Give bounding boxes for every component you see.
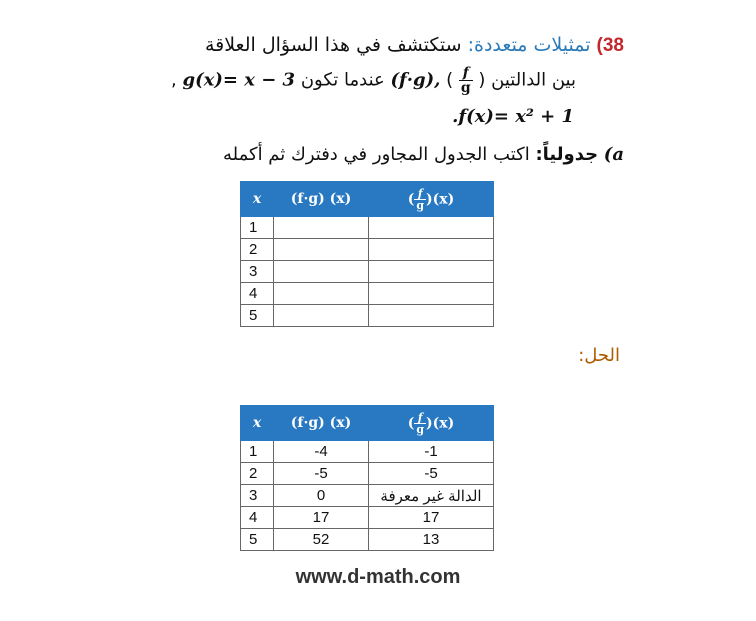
- question-line-3: [452, 106, 574, 127]
- table-row: [241, 239, 494, 261]
- part-a-instruction: [223, 144, 624, 165]
- question-line-1: [205, 34, 624, 57]
- header-x: x: [241, 182, 274, 217]
- cell-product: 0: [274, 485, 369, 507]
- table-row: [241, 441, 494, 463]
- cell-quotient: -1: [369, 441, 494, 463]
- header-product: (f·g) (x): [274, 406, 369, 441]
- question-topic: تمثيلات متعددة:: [467, 34, 591, 56]
- cell-product: 17: [274, 507, 369, 529]
- part-a-label: a): [603, 144, 624, 165]
- cell-x: 2: [241, 239, 274, 261]
- website-watermark: www.d-math.com: [295, 566, 461, 588]
- header-quotient: ( $\frac{f}{g}$ )(x): [369, 406, 494, 441]
- cell-product: -5: [274, 463, 369, 485]
- product-notation: (f·g),: [390, 69, 441, 91]
- cell-x: 5: [241, 305, 274, 327]
- cell-x: 4: [241, 507, 274, 529]
- table-row: [241, 507, 494, 529]
- cell-quotient: الدالة غير معرفة: [369, 485, 494, 507]
- table-row: [241, 261, 494, 283]
- g-definition: g(x)= x − 3: [182, 69, 296, 91]
- question-number: 38): [596, 35, 624, 56]
- cell-quotient: -5: [369, 463, 494, 485]
- solution-table: [240, 405, 494, 551]
- cell-product: 52: [274, 529, 369, 551]
- table-row: [241, 463, 494, 485]
- cell-empty: [369, 261, 494, 283]
- f-definition: .f(x)= x² + 1: [452, 106, 574, 127]
- header-quotient: ( $\frac{f}{g}$ )(x): [369, 182, 494, 217]
- question-text-2b: عندما تكون: [300, 69, 385, 91]
- part-a-text: اكتب الجدول المجاور في دفترك ثم أكمله: [222, 144, 530, 165]
- question-line-2: بين الدالتين ( $\frac{f}{g}$ ) (f·g), عندما تكون g(x)= x − 3 ,: [171, 65, 576, 96]
- cell-x: 5: [241, 529, 274, 551]
- table-row: [241, 283, 494, 305]
- cell-quotient: 13: [369, 529, 494, 551]
- cell-empty: [274, 261, 369, 283]
- table-row: [241, 305, 494, 327]
- part-a-bold: جدولياً:: [535, 144, 599, 165]
- cell-empty: [274, 283, 369, 305]
- cell-x: 4: [241, 283, 274, 305]
- cell-empty: [274, 217, 369, 239]
- cell-product: -4: [274, 441, 369, 463]
- cell-x: 3: [241, 261, 274, 283]
- cell-empty: [369, 239, 494, 261]
- cell-quotient: 17: [369, 507, 494, 529]
- blank-table: [240, 181, 494, 327]
- cell-x: 1: [241, 441, 274, 463]
- fraction-f-over-g: $\frac{f}{g}$: [460, 65, 471, 96]
- table-row: [241, 217, 494, 239]
- cell-x: 3: [241, 485, 274, 507]
- cell-empty: [369, 283, 494, 305]
- table-row: [241, 485, 494, 507]
- question-text-1: ستكتشف في هذا السؤال العلاقة: [204, 34, 462, 56]
- header-x: x: [241, 406, 274, 441]
- header-product: (f·g) (x): [274, 182, 369, 217]
- comma: ,: [171, 69, 177, 91]
- cell-x: 2: [241, 463, 274, 485]
- cell-empty: [369, 217, 494, 239]
- cell-empty: [369, 305, 494, 327]
- solution-label: الحل:: [578, 345, 620, 366]
- question-text-2: بين الدالتين: [491, 69, 576, 91]
- cell-x: 1: [241, 217, 274, 239]
- table-row: [241, 529, 494, 551]
- cell-empty: [274, 239, 369, 261]
- cell-empty: [274, 305, 369, 327]
